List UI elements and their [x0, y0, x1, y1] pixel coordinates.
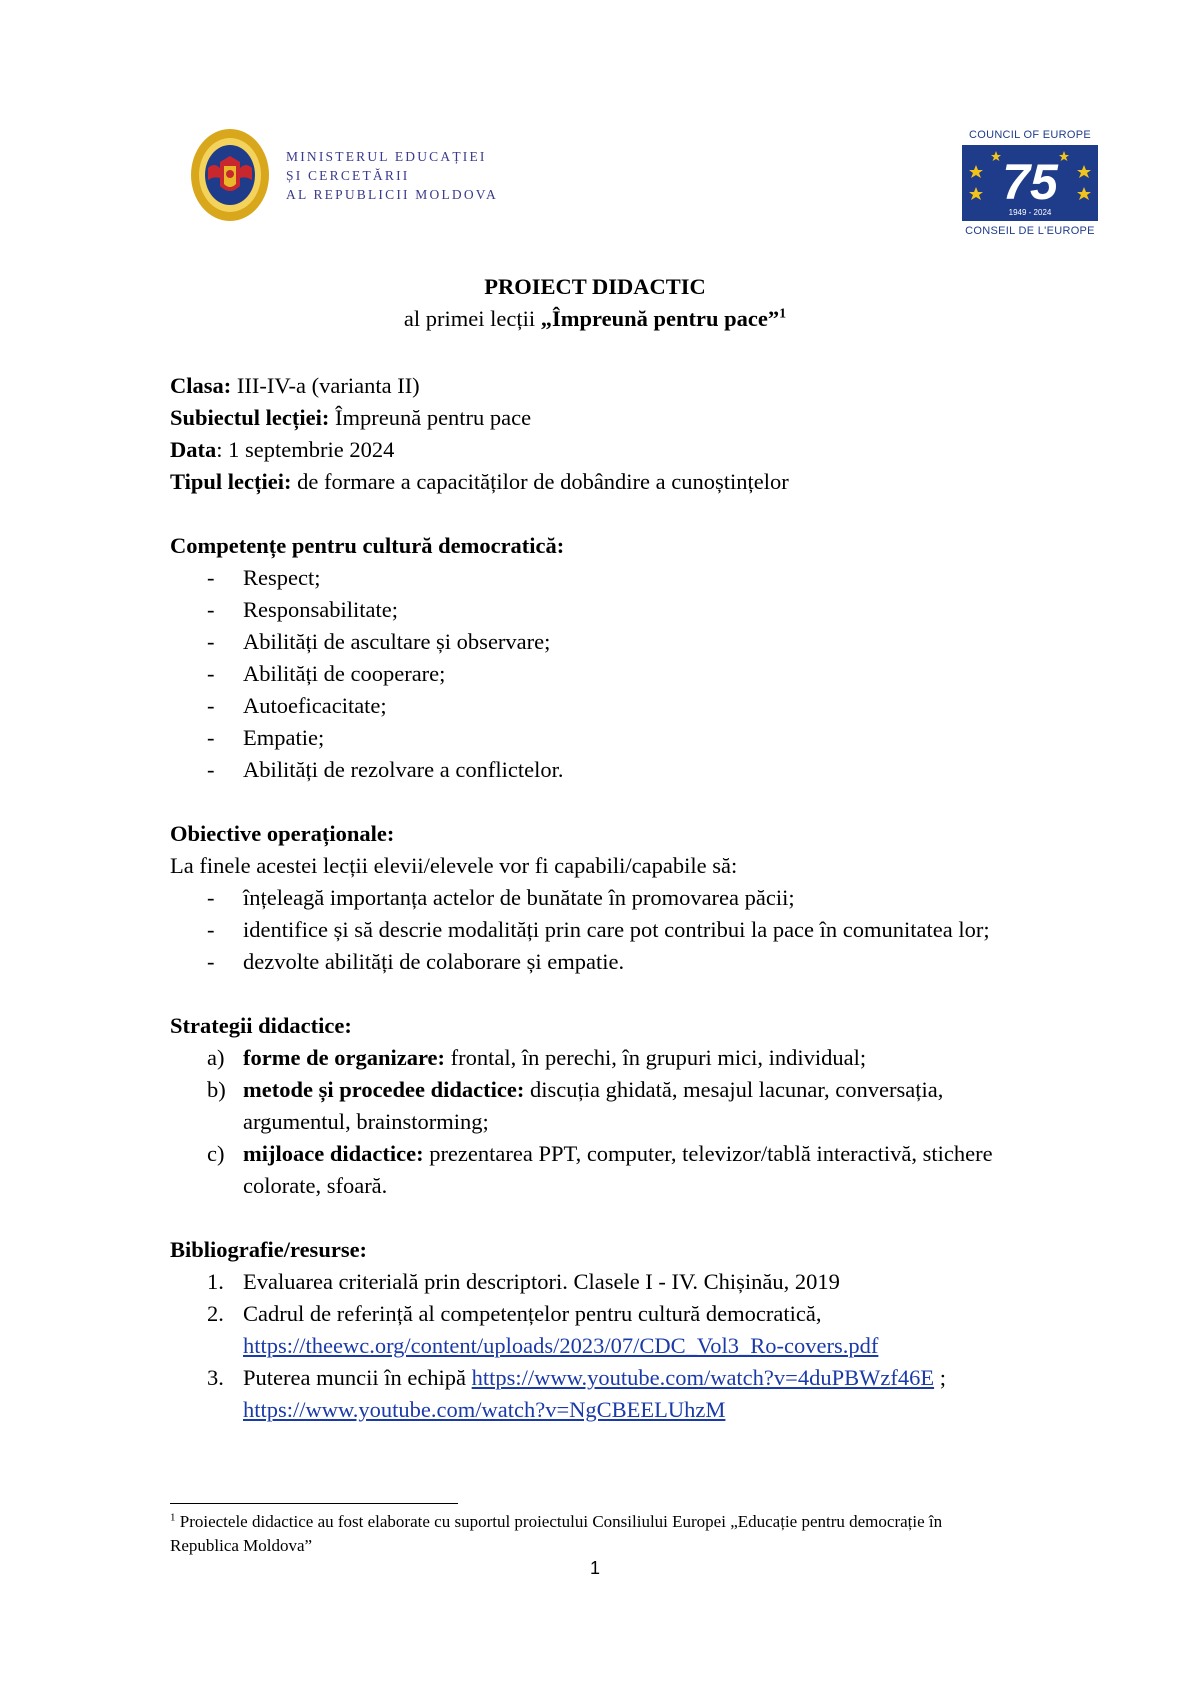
ministry-name: [286, 147, 498, 204]
coe-75-badge: [962, 145, 1098, 221]
list-item: - înțeleagă importanța actelor de bunătate în promovarea păcii;: [207, 885, 795, 910]
list-item: 3. Puterea muncii în echipă https://www.youtube.com/watch?v=4duPBWzf46E ;: [207, 1365, 946, 1390]
list-item: a) forme de organizare: frontal, în perechi, în grupuri mici, individual;: [207, 1045, 867, 1070]
section-heading: Bibliografie/resurse:: [170, 1237, 368, 1262]
list-item: - identifice și să descrie modalități prin care pot contribui la pace în comunitatea lor;: [207, 917, 990, 942]
ministry-line: MINISTERUL EDUCAȚIEI: [286, 148, 487, 164]
ministry-line: AL REPUBLICII MOLDOVA: [286, 186, 498, 202]
info-row: [170, 434, 1070, 466]
subtitle-prefix: al primei lecții: [403, 306, 541, 331]
objectives-intro: La finele acestei lecții elevii/elevele vor fi capabili/capabile să:: [170, 853, 738, 878]
council-of-europe-logo: [962, 128, 1098, 238]
list-item: - Empatie;: [207, 725, 325, 750]
list-item: - dezvolte abilități de colaborare și empatie.: [207, 949, 625, 974]
page-number: 1: [589, 1558, 600, 1578]
list-item: - Autoeficacitate;: [207, 693, 387, 718]
info-value: de formare a capacităților de dobândire a cunoștințelor: [291, 469, 789, 494]
section-heading: Competențe pentru cultură democratică:: [170, 533, 565, 558]
info-label: Clasa:: [170, 373, 232, 398]
info-row: [170, 370, 1070, 402]
footnote: $^1$ Proiectele didactice au fost elaborate cu suportul proiectului Consiliului Europei „Educație pentru democrație în Republica Moldova”: [170, 1511, 943, 1555]
youtube-link[interactable]: https://www.youtube.com/watch?v=NgCBEELUhzM: [243, 1397, 726, 1422]
list-item: c) mijloace didactice: prezentarea PPT, computer, televizor/tablă interactivă, stichere: [207, 1141, 993, 1166]
list-item: 2. Cadrul de referință al competențelor pentru cultură democratică,: [207, 1301, 822, 1326]
info-value: III-IV-a (varianta II): [231, 373, 420, 398]
info-label: Tipul lecției:: [170, 469, 292, 494]
list-item: - Abilități de ascultare și observare;: [207, 629, 551, 654]
youtube-link[interactable]: https://www.youtube.com/watch?v=4duPBWzf46E: [471, 1365, 935, 1390]
coe-name-fr: CONSEIL DE L'EUROPE: [965, 225, 1095, 237]
section-heading: Obiective operaționale:: [170, 821, 395, 846]
moldova-coat-of-arms-icon: [190, 128, 270, 222]
coe-name-en: COUNCIL OF EUROPE: [968, 129, 1092, 141]
list-item: - Respect;: [207, 565, 321, 590]
info-label: Data: [170, 437, 217, 462]
list-item: - Abilități de rezolvare a conflictelor.: [207, 757, 564, 782]
lesson-body: [170, 370, 1070, 1426]
list-item: - Abilități de cooperare;: [207, 661, 446, 686]
list-item: 1. Evaluarea criterială prin descriptori. Clasele I - IV. Chișinău, 2019: [207, 1269, 840, 1294]
cdc-pdf-link[interactable]: https://theewc.org/content/uploads/2023/07/CDC_Vol3_Ro-covers.pdf: [243, 1333, 879, 1358]
document-subtitle: [0, 305, 1190, 333]
list-item-continuation: colorate, sfoară.: [243, 1173, 388, 1198]
info-label: Subiectul lecției:: [170, 405, 330, 430]
list-item: - Responsabilitate;: [207, 597, 398, 622]
section-heading: Strategii didactice:: [170, 1013, 352, 1038]
subtitle-lesson-name: „Împreună pentru pace”: [540, 306, 780, 331]
document-title: PROIECT DIDACTIC: [484, 274, 706, 299]
list-item: b) metode și procedee didactice: discuția ghidată, mesajul lacunar, conversația,: [207, 1077, 944, 1102]
info-row: [170, 466, 1070, 498]
coe-number: 75: [1002, 154, 1058, 210]
footnote-number: 1: [170, 1511, 176, 1524]
ministry-logo: [190, 128, 498, 222]
footnote-reference: 1: [779, 306, 787, 322]
info-value: : 1 septembrie 2024: [216, 437, 395, 462]
coe-years: 1949 - 2024: [1008, 208, 1052, 217]
footnote-separator: [170, 1503, 458, 1504]
info-row: [170, 402, 1070, 434]
info-value: Împreună pentru pace: [329, 405, 532, 430]
list-item-continuation: [170, 1330, 1070, 1362]
ministry-line: ȘI CERCETĂRII: [286, 167, 410, 183]
list-item-continuation: [170, 1394, 1070, 1426]
list-item-continuation: argumentul, brainstorming;: [243, 1109, 489, 1134]
